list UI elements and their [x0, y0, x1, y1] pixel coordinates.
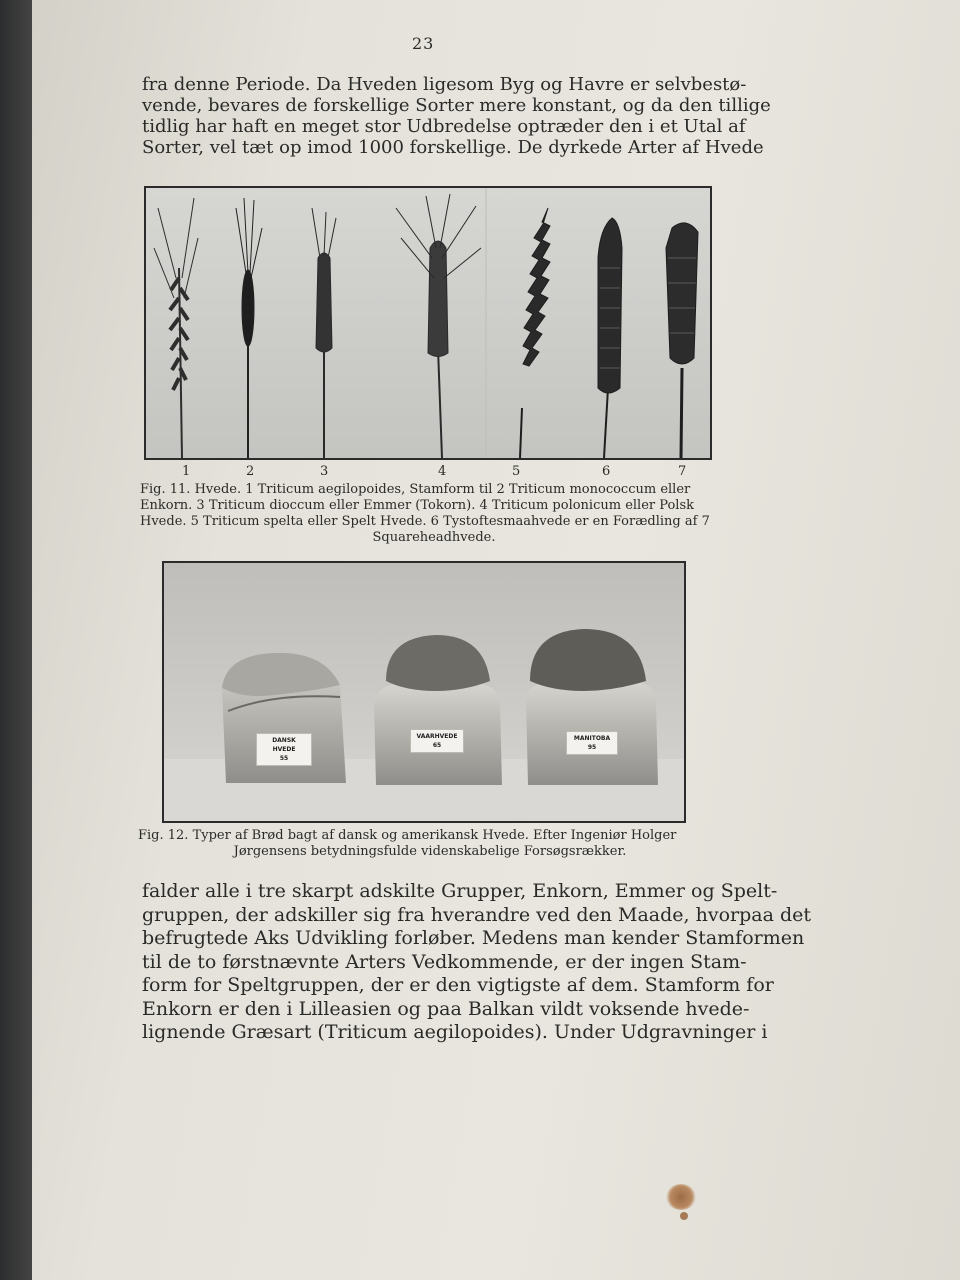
text-line: tidlig har haft en meget stor Udbredelse optræder den i et Utal af — [142, 116, 746, 137]
text-line: form for Speltgruppen, der er den vigtigste af dem. Stamform for — [142, 974, 774, 996]
loaf-label-dansk-hvede — [256, 733, 312, 766]
loaf-label-number: 95 — [587, 744, 597, 751]
wheat-ears-photo — [144, 186, 712, 460]
book-page — [32, 0, 960, 1280]
bread-loaves-photo — [162, 561, 686, 823]
caption-line: Enkorn. 3 Triticum dioccum eller Emmer (Tokorn). 4 Triticum polonicum eller Polsk — [140, 498, 694, 513]
text-line: Sorter, vel tæt op imod 1000 forskellige. De dyrkede Arter af Hvede — [142, 137, 764, 158]
ear-number: 1 — [182, 464, 191, 479]
text-line: falder alle i tre skarpt adskilte Grupper, Enkorn, Emmer og Spelt- — [142, 880, 778, 902]
loaf-label-name: MANITOBA — [573, 735, 611, 742]
loaf-label-name: VAARHVEDE — [416, 733, 458, 740]
text-line: befrugtede Aks Udvikling forløber. Medens man kender Stamformen — [142, 927, 805, 949]
ear-number: 3 — [320, 464, 329, 479]
ear-number: 6 — [602, 464, 611, 479]
paper-stain — [680, 1212, 688, 1220]
caption-line: Hvede. 5 Triticum spelta eller Spelt Hvede. 6 Tystoftesmaahvede er en Forædling af 7 — [140, 514, 710, 529]
loaf-label-number: 65 — [432, 742, 442, 749]
figure-12-caption — [138, 828, 722, 860]
text-line: vende, bevares de forskellige Sorter mere konstant, og da den tillige — [142, 95, 771, 116]
text-line: lignende Græsart (Triticum aegilopoides). Under Udgravninger i — [142, 1021, 768, 1043]
caption-line: Jørgensens betydningsfulde videnskabelige Forsøgsrækker. — [233, 844, 627, 859]
figure-11-caption — [140, 482, 728, 546]
ear-number: 4 — [438, 464, 447, 479]
text-line: fra denne Periode. Da Hveden ligesom Byg og Havre er selvbestø- — [142, 74, 747, 95]
loaf-label-number: 55 — [279, 755, 289, 762]
text-line: Enkorn er den i Lilleasien og paa Balkan vildt voksende hvede- — [142, 997, 750, 1020]
caption-line: Fig. 12. Typer af Brød bagt af dansk og amerikansk Hvede. Efter Ingeniør Holger — [138, 828, 677, 843]
bottom-paragraph — [142, 880, 811, 1045]
ear-number: 5 — [512, 464, 521, 479]
ear-number: 7 — [678, 464, 687, 479]
loaf-label-vaarhvede — [410, 729, 464, 753]
page-number: 23 — [412, 34, 435, 53]
caption-line: Squareheadhvede. — [372, 530, 496, 545]
figure-11-numbers — [142, 464, 722, 482]
text-line: til de to førstnævnte Arters Vedkommende, er der ingen Stam- — [142, 950, 747, 973]
text-line: gruppen, der adskiller sig fra hverandre ved den Maade, hvorpaa det — [142, 903, 811, 926]
caption-line: Fig. 11. Hvede. 1 Triticum aegilopoides, Stamform til 2 Triticum monococcum eller — [140, 482, 691, 497]
loaf-label-name: DANSK HVEDE — [272, 737, 296, 753]
top-paragraph — [142, 74, 771, 158]
loaf-label-manitoba — [566, 731, 618, 755]
ear-number: 2 — [246, 464, 255, 479]
paper-stain — [666, 1184, 696, 1210]
